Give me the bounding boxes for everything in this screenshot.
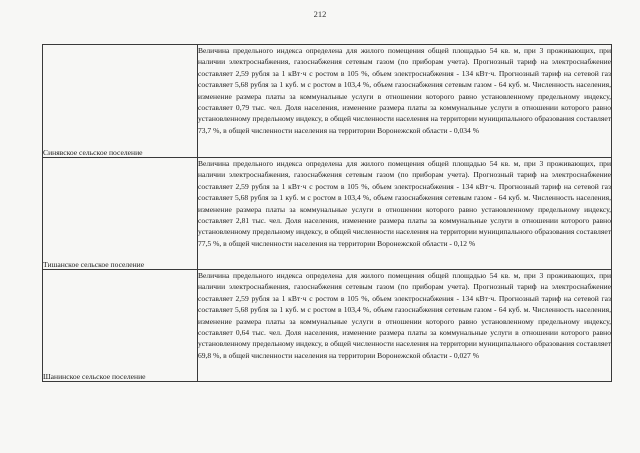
- table-row: [43, 45, 612, 158]
- table-row: [43, 270, 612, 382]
- settlement-name-cell: Шанинское сельское поселение: [43, 270, 198, 382]
- settlement-description-cell: Величина предельного индекса определена для жилого помещения общей площадью 54 кв. м, при 3 проживающих, при наличии электроснабжения, газоснабжения сетевым газом (по приборам учета). Прогнозный тариф на электроснабжение составляет 2,59 рубля за 1 кВт·ч с ростом в 105 %, объем электроснабжения - 134 кВт·ч. Прогнозный тариф на сетевой газ составляет 5,68 рубля за 1 куб. м с ростом в 103,4 %, объем газоснабжения сетевым газом - 64 куб. м. Численность населения, изменение размера платы за коммунальные услуги в отношении которого равно установленному предельному индексу, составляет 0,64 тыс. чел. Доля населения, изменение размера платы за коммунальные услуги в отношении которого равно установленному предельному индексу, в общей численности населения на территории муниципального образования составляет 69,8 %, в общей численности населения на территории Воронежской области - 0,027 %: [198, 270, 612, 382]
- page-number: 212: [313, 9, 327, 19]
- settlements-table: [42, 44, 612, 382]
- settlement-description-cell: Величина предельного индекса определена для жилого помещения общей площадью 54 кв. м, при 3 проживающих, при наличии электроснабжения, газоснабжения сетевым газом (по приборам учета). Прогнозный тариф на электроснабжение составляет 2,59 рубля за 1 кВт·ч с ростом в 105 %, объем электроснабжения - 134 кВт·ч. Прогнозный тариф на сетевой газ составляет 5,68 рубля за 1 куб. м с ростом в 103,4 %, объем газоснабжения сетевым газом - 64 куб. м. Численность населения, изменение размера платы за коммунальные услуги в отношении которого равно установленному предельному индексу, составляет 0,79 тыс. чел. Доля населения, изменение размера платы за коммунальные услуги в отношении которого равно установленному предельному индексу, в общей численности населения на территории муниципального образования составляет 73,7 %, в общей численности населения на территории Воронежской области - 0,034 %: [198, 45, 612, 158]
- table-row: [43, 158, 612, 270]
- settlement-name-cell: Синявское сельское поселение: [43, 45, 198, 158]
- settlement-description-cell: Величина предельного индекса определена для жилого помещения общей площадью 54 кв. м, при 3 проживающих, при наличии электроснабжения, газоснабжения сетевым газом (по приборам учета). Прогнозный тариф на электроснабжение составляет 2,59 рубля за 1 кВт·ч с ростом в 105 %, объем электроснабжения - 134 кВт·ч. Прогнозный тариф на сетевой газ составляет 5,68 рубля за 1 куб. м с ростом в 103,4 %, объем газоснабжения сетевым газом - 64 куб. м. Численность населения, изменение размера платы за коммунальные услуги в отношении которого равно установленному предельному индексу, составляет 2,81 тыс. чел. Доля населения, изменение размера платы за коммунальные услуги в отношении которого равно установленному предельному индексу, в общей численности населения на территории муниципального образования составляет 77,5 %, в общей численности населения на территории Воронежской области - 0,12 %: [198, 158, 612, 270]
- settlement-name-cell: Тишанское сельское поселение: [43, 158, 198, 270]
